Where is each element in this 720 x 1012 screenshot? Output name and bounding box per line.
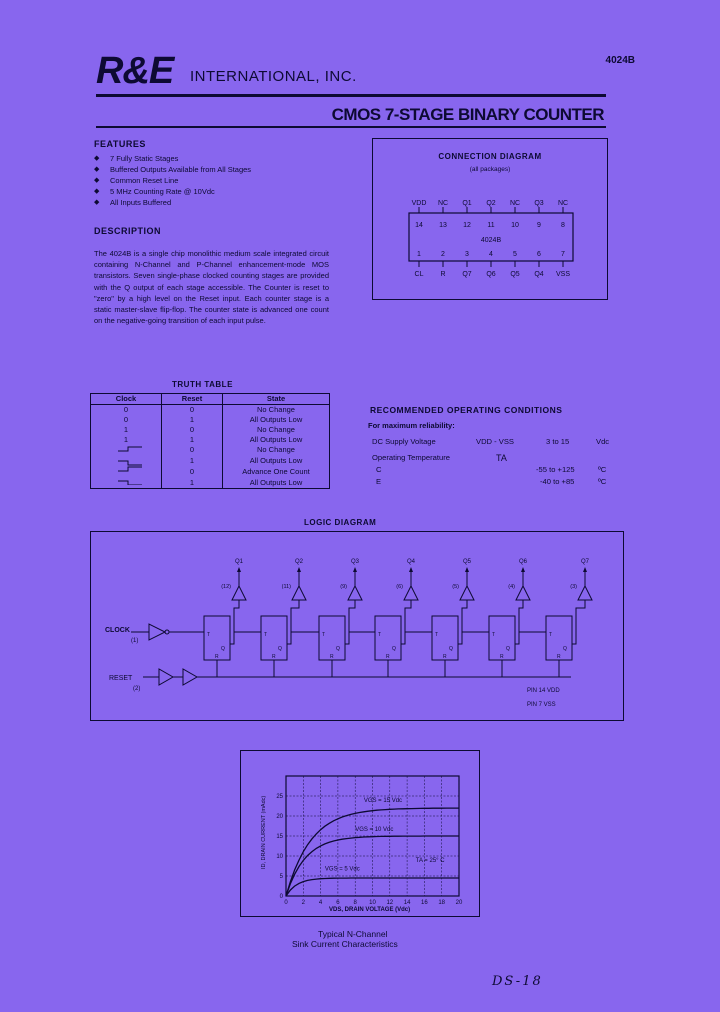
graph-y-tick: 15 [276,834,283,840]
graph-temp-note: TA = 25° C [415,858,445,864]
output-label: Q4 [406,559,416,565]
output-label: Q1 [234,559,244,565]
feature-item: ◆ All Inputs Buffered [94,197,251,208]
graph-y-tick: 5 [279,874,283,880]
features-heading: FEATURES [94,139,146,149]
graph-caption-2: Sink Current Characteristics [292,939,398,949]
clock-label: CLOCK [105,627,130,634]
curve-label-5v: VGS = 5 Vdc [324,866,360,873]
temp-symbol: TA [496,453,507,463]
output-buffer [578,586,592,600]
temp-range-c: -55 to +125 [536,465,575,474]
logic-diagram [91,532,623,720]
table-row: 1 1 All Outputs Low [91,435,330,445]
feature-item: ◆ Common Reset Line [94,175,251,186]
output-pin: (12) [221,584,231,590]
graph-y-tick: 20 [276,814,283,820]
top-pin-number: 14 [415,222,423,229]
temp-unit-c: ºC [598,465,607,474]
pin-note-vdd: PIN 14 VDD [527,688,560,694]
table-row: 1 All Outputs Low [91,456,330,467]
graph-frame [240,750,480,917]
flip-flop-r-label: R [386,654,390,660]
flip-flop-t-label: T [378,632,382,638]
clock-pin: (1) [131,638,139,644]
company-logo: R&E [96,50,174,92]
graph-x-tick: 16 [421,900,428,906]
output-buffer [404,586,418,600]
top-pin-label: Q1 [462,200,472,207]
flip-flop-t-label: T [549,632,553,638]
col-state: State [223,394,330,405]
flip-flop-t-label: T [207,632,211,638]
top-pin-label: NC [437,200,449,207]
flip-flop-r-label: R [330,654,334,660]
top-pin-number: 9 [537,222,541,229]
flip-flop-t-label: T [492,632,496,638]
graph-x-tick: 20 [455,900,463,906]
bottom-pin-label: VSS [555,271,571,278]
graph-x-tick: 8 [353,900,357,906]
bottom-pin-label: CL [414,271,424,278]
graph-x-label: VDS, DRAIN VOLTAGE (Vdc) [329,907,411,913]
bottom-pin-number: 7 [561,251,565,258]
output-pin: (9) [340,584,347,590]
output-label: Q7 [580,559,590,565]
bottom-pin-label: R [440,271,446,278]
part-number: 4024B [605,55,635,66]
header-rule [96,94,606,97]
feature-item: ◆ 5 MHz Counting Rate @ 10Vdc [94,186,251,197]
flip-flop-t-label: T [435,632,439,638]
output-label: Q5 [462,559,472,565]
supply-symbol: VDD - VSS [476,437,514,446]
temp-grade-c: C [376,465,382,474]
product-title: CMOS 7-STAGE BINARY COUNTER [331,105,604,124]
output-pin: (6) [396,584,403,590]
graph-y-tick: 25 [276,794,283,800]
flip-flop-t-label: T [322,632,326,638]
bottom-pin-label: Q5 [510,271,520,278]
top-pin-label: NC [509,200,521,207]
graph-caption-1: Typical N-Channel [318,929,388,939]
connection-diagram-title: CONNECTION DIAGRAM [438,152,542,161]
table-row: 0 1 All Outputs Low [91,415,330,425]
truth-table [90,393,330,489]
flip-flop-r-label: R [500,654,504,660]
pin-note-vss: PIN 7 VSS [527,702,556,708]
connection-diagram-subtitle: (all packages) [469,166,511,173]
output-pin: (3) [570,584,577,590]
flip-flop-r-label: R [443,654,447,660]
graph-x-tick: 2 [301,900,305,906]
logic-diagram-title: LOGIC DIAGRAM [304,518,377,527]
clock-edge-cell [91,445,162,489]
curve-10v [286,836,459,896]
title-rule [96,126,606,128]
graph-x-tick: 4 [318,900,323,906]
reset-pin: (2) [133,686,141,692]
flip-flop-q-label: Q [506,646,510,652]
flip-flop-q-label: Q [336,646,340,652]
bottom-pin-label: Q7 [462,271,472,278]
temp-label: Operating Temperature [372,453,450,462]
temp-grade-e: E [376,477,382,486]
graph-x-tick: 10 [369,900,376,906]
output-pin: (4) [508,584,515,590]
output-label: Q2 [294,559,304,565]
roc-subtitle: For maximum reliability: [368,421,455,430]
truth-table-title: TRUTH TABLE [172,380,233,389]
reset-buffer-1 [159,669,173,685]
output-pin: (5) [452,584,459,590]
company-name: INTERNATIONAL, INC. [190,68,357,85]
flip-flop-q-label: Q [449,646,453,652]
col-clock: Clock [91,394,162,405]
flip-flop-r-label: R [272,654,276,660]
col-reset: Reset [162,394,223,405]
roc-title: RECOMMENDED OPERATING CONDITIONS [370,405,563,415]
roc-block [368,419,628,432]
drain-current-graph [241,751,479,916]
graph-y-label: ID, DRAIN CURRENT (mAdc) [261,795,267,869]
bottom-pin-label: Q4 [534,271,544,278]
features-list [94,153,251,208]
table-row: 0 Advance One Count [91,466,330,477]
clock-edge-waveforms [96,445,156,485]
graph-y-tick: 0 [279,894,283,900]
output-buffer [516,586,530,600]
chip-label: 4024B [480,237,502,244]
bottom-pin-number: 3 [465,251,469,258]
top-pin-number: 11 [487,222,495,229]
top-pin-number: 12 [463,222,471,229]
graph-y-tick: 10 [276,854,283,860]
logic-diagram-box [90,531,624,721]
temp-unit-e: ºC [598,477,607,486]
pinout-diagram [373,139,607,299]
top-pin-number: 8 [561,222,565,229]
temp-range-e: -40 to +85 [540,477,575,486]
top-pin-label: NC [557,200,569,207]
bottom-pin-number: 4 [489,251,493,258]
bottom-pin-number: 6 [537,251,541,258]
supply-unit: Vdc [596,437,610,446]
flip-flop-q-label: Q [392,646,396,652]
top-pin-label: Q2 [486,200,496,207]
bottom-pin-number: 5 [513,251,517,258]
flip-flop-q-label: Q [563,646,567,652]
flip-flop-t-label: T [264,632,268,638]
reset-label: RESET [109,675,133,682]
flip-flop-q-label: Q [278,646,282,652]
connection-diagram-box [372,138,608,300]
bottom-pin-number: 2 [441,251,445,258]
output-buffer [292,586,306,600]
supply-range: 3 to 15 [546,437,570,446]
table-row: 1 0 No Change [91,425,330,435]
feature-item: ◆ 7 Fully Static Stages [94,153,251,164]
reset-buffer-2 [183,669,197,685]
curve-label-15v: VGS = 15 Vdc [363,798,403,804]
graph-x-tick: 6 [336,900,340,906]
flip-flop-r-label: R [557,654,561,660]
curve-label-10v: VGS = 10 Vdc [355,827,394,834]
description-text: The 4024B is a single chip monolithic medium scale integrated circuit containing N-Channel and P-Channel enhancement-mode MOS transistors. Seven single-phase clocked counting stages are provided with the Q output of each stage accessible. The Counter is reset to "zero" by a high level on the Reset input. Each counter stage is a static master-slave flip-flop. The counter state is advanced one count on the negative-going transition of each input pulse. [94,249,329,326]
handwritten-note: DS-18 [492,974,543,989]
supply-label: DC Supply Voltage [372,437,436,446]
output-buffer [348,586,362,600]
bottom-pin-number: 1 [417,251,421,258]
clock-buffer [149,624,165,640]
flip-flop-r-label: R [215,654,219,660]
top-pin-number: 13 [439,222,447,229]
table-row: 0 No Change [91,445,330,456]
output-buffer [460,586,474,600]
output-pin: (11) [281,584,291,590]
graph-x-tick: 0 [284,900,288,906]
output-label: Q6 [518,559,528,565]
table-row: 1 All Outputs Low [91,477,330,488]
top-pin-number: 10 [511,222,519,229]
output-label: Q3 [350,559,360,565]
top-pin-label: VDD [411,200,427,207]
feature-item: ◆ Buffered Outputs Available from All Stages [94,164,251,175]
output-buffer [232,586,246,600]
graph-x-tick: 14 [403,900,411,906]
bottom-pin-label: Q6 [486,271,496,278]
description-heading: DESCRIPTION [94,226,162,236]
top-pin-label: Q3 [534,200,544,207]
graph-x-tick: 12 [386,900,394,906]
table-row: 0 0 No Change [91,405,330,416]
flip-flop-q-label: Q [221,646,225,652]
graph-x-tick: 18 [438,900,446,906]
